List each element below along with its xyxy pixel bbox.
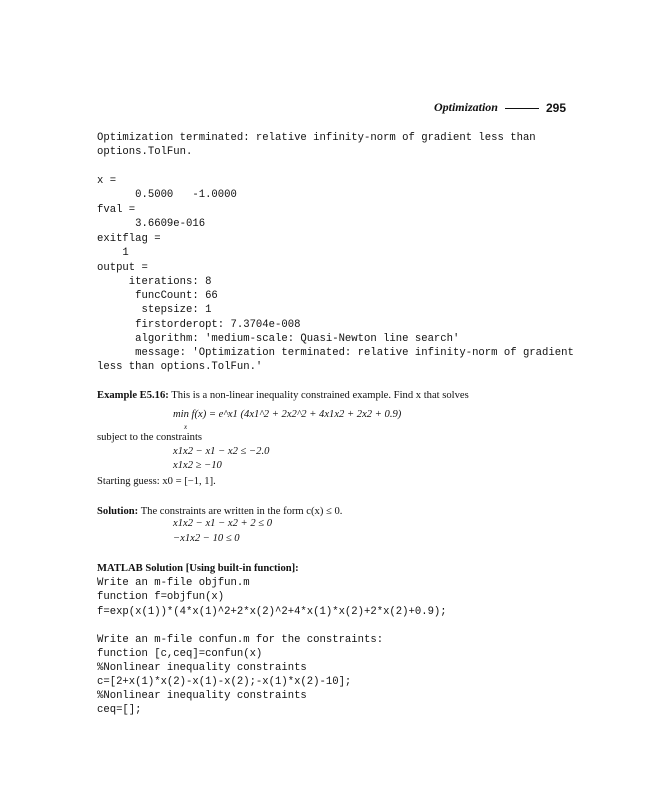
output-funccount: funcCount: 66 [97, 290, 218, 302]
code-line-3: f=exp(x(1))*(4*x(1)^2+2*x(2)^2+4*x(1)*x(2)+2*x(2)+0.9); [97, 606, 447, 618]
exitflag-label: exitflag = [97, 233, 161, 245]
output-algorithm: algorithm: 'medium-scale: Quasi-Newton line search' [97, 333, 460, 345]
header-title: Optimization [433, 100, 498, 114]
code-line-9: ceq=[]; [97, 704, 142, 716]
x-label: x = [97, 175, 117, 187]
x-values: 0.5000 -1.0000 [97, 189, 237, 201]
running-header [434, 100, 566, 115]
terminated-line-2: options.TolFun. [97, 146, 193, 158]
example-label: Example E5.16: [97, 390, 169, 401]
code-line-4: Write an m-file confun.m for the constraints: [97, 634, 384, 646]
code-line-5: function [c,ceq]=confun(x) [97, 648, 263, 660]
constraint-1: x1x2 − x1 − x2 ≤ −2.0 [173, 446, 270, 457]
example-text: This is a non-linear inequality constrained example. Find x that solves [171, 390, 469, 401]
header-rule [505, 108, 539, 109]
example-statement [97, 389, 469, 403]
solution-text: The constraints are written in the form c(x) ≤ 0. [140, 506, 343, 517]
fval-label: fval = [97, 204, 136, 216]
output-message: message: 'Optimization terminated: relative infinity-norm of gradient [97, 347, 574, 359]
code-line-6: %Nonlinear inequality constraints [97, 662, 307, 674]
code-line-1: Write an m-file objfun.m [97, 577, 250, 589]
matlab-heading: MATLAB Solution [Using built-in function]: [97, 563, 299, 574]
subject-to: subject to the constraints [97, 432, 203, 443]
output-stepsize: stepsize: 1 [97, 304, 212, 316]
constraint-2: x1x2 ≥ −10 [173, 460, 222, 471]
exitflag-value: 1 [97, 247, 129, 259]
solution-constraint-1: x1x2 − x1 − x2 + 2 ≤ 0 [173, 518, 273, 529]
code-line-7: c=[2+x(1)*x(2)-x(1)-x(2);-x(1)*x(2)-10]; [97, 676, 352, 688]
objective-min-sub: x [184, 423, 188, 431]
solution-constraint-2: −x1x2 − 10 ≤ 0 [173, 533, 240, 544]
code-line-8: %Nonlinear inequality constraints [97, 690, 307, 702]
output-iterations: iterations: 8 [97, 276, 212, 288]
page-number: 295 [545, 100, 566, 115]
objective-function: min f(x) = e^x1 (4x1^2 + 2x2^2 + 4x1x2 + 2x2 + 0.9) [173, 409, 402, 420]
code-line-2: function f=objfun(x) [97, 591, 225, 603]
output-label: output = [97, 262, 148, 274]
solution-label: Solution: [97, 506, 139, 517]
output-firstorderopt: firstorderopt: 7.3704e-008 [97, 319, 301, 331]
terminated-line-1: Optimization terminated: relative infinity-norm of gradient less than [97, 132, 536, 144]
output-message-cont: less than options.TolFun.' [97, 361, 263, 373]
solution-statement [97, 505, 342, 519]
fval-value: 3.6609e-016 [97, 218, 206, 230]
starting-guess: Starting guess: x0 = [−1, 1]. [97, 476, 216, 487]
